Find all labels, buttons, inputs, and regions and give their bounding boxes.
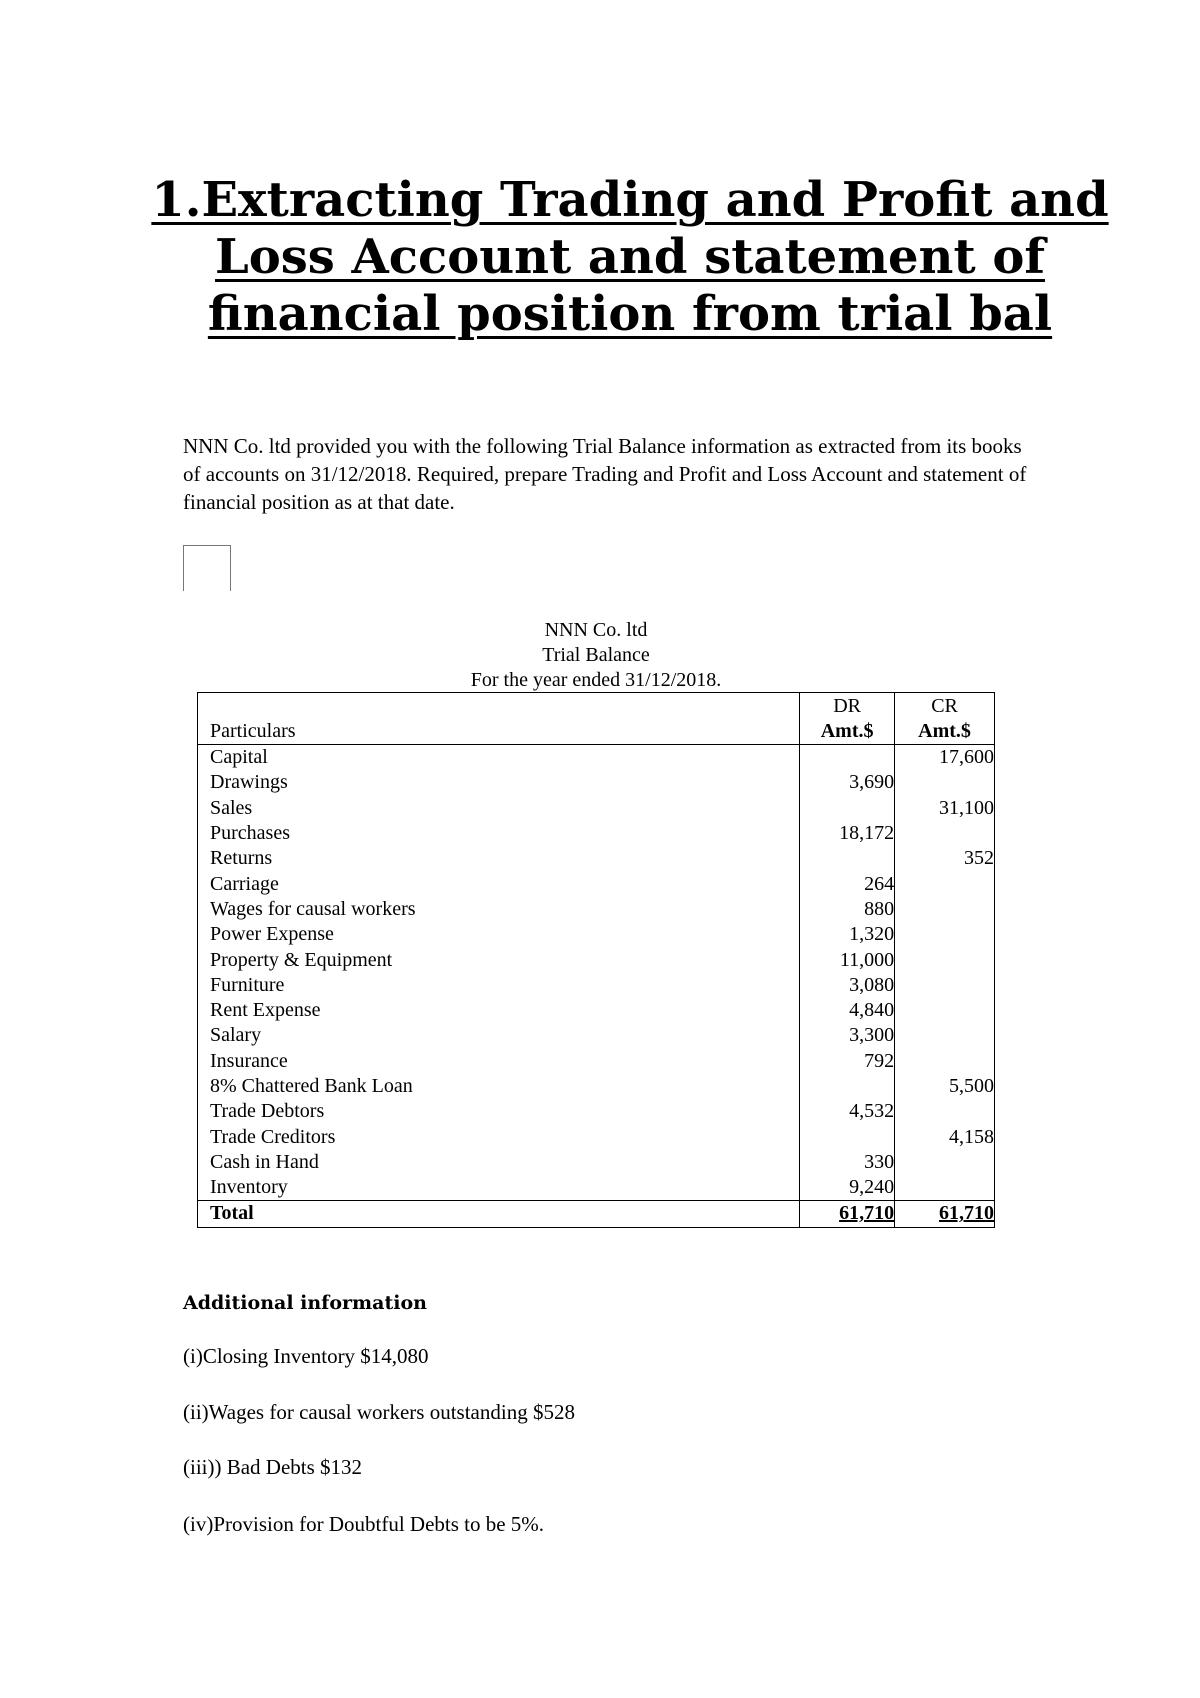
table-body — [198, 745, 995, 1228]
table-row — [198, 897, 995, 922]
row-dr-amount: 3,080 — [800, 973, 895, 998]
row-dr-amount: 11,000 — [800, 947, 895, 972]
table-row — [198, 1124, 995, 1149]
company-name: NNN Co. ltd — [544, 619, 648, 641]
row-cr-amount — [895, 922, 995, 947]
row-cr-amount — [895, 1049, 995, 1074]
row-dr-amount: 792 — [800, 1049, 895, 1074]
row-dr-amount — [800, 846, 895, 871]
additional-item: (iii)) Bad Debts $132 — [183, 1455, 363, 1479]
cr-header — [895, 693, 995, 745]
row-cr-amount — [895, 770, 995, 795]
row-dr-amount — [800, 745, 895, 771]
row-dr-amount: 18,172 — [800, 821, 895, 846]
row-particular: Property & Equipment — [198, 947, 800, 972]
table-row — [198, 846, 995, 871]
row-dr-amount: 330 — [800, 1150, 895, 1175]
table-row — [198, 796, 995, 821]
row-cr-amount: 4,158 — [895, 1124, 995, 1149]
table-row — [198, 998, 995, 1023]
page-title: 1.Extracting Trading and Profit and Loss Account and statement of financial position from trial bal — [151, 172, 1109, 342]
row-particular: Trade Creditors — [198, 1124, 800, 1149]
row-cr-amount — [895, 897, 995, 922]
additional-item: (i)Closing Inventory $14,080 — [183, 1344, 429, 1368]
row-dr-amount: 1,320 — [800, 922, 895, 947]
row-particular: Inventory — [198, 1175, 800, 1201]
row-dr-amount: 4,532 — [800, 1099, 895, 1124]
row-cr-amount — [895, 821, 995, 846]
row-particular: Capital — [198, 745, 800, 771]
row-particular: Sales — [198, 796, 800, 821]
row-cr-amount: 31,100 — [895, 796, 995, 821]
dr-header-top: DR — [833, 695, 862, 717]
row-particular: Drawings — [198, 770, 800, 795]
row-dr-amount: 3,300 — [800, 1023, 895, 1048]
row-cr-amount — [895, 871, 995, 896]
image-placeholder — [183, 545, 231, 591]
additional-info-title: Additional information — [183, 1292, 427, 1314]
table-row — [198, 745, 995, 771]
table-row — [198, 1023, 995, 1048]
row-cr-amount — [895, 947, 995, 972]
table-row — [198, 922, 995, 947]
table-row — [198, 770, 995, 795]
total-cr-amount: 61,710 — [939, 1202, 994, 1225]
intro-paragraph: NNN Co. ltd provided you with the following Trial Balance information as extracted from its books of accounts on 31/12/2018. Required, prepare Trading and Profit and Loss Account and statement of financial position as at that date. — [183, 434, 1027, 514]
cr-header-top: CR — [931, 695, 958, 717]
total-row — [198, 1201, 995, 1227]
row-particular: Power Expense — [198, 922, 800, 947]
particulars-header: Particulars — [198, 693, 800, 745]
total-dr-cell — [800, 1201, 895, 1227]
additional-item: (ii)Wages for causal workers outstanding $528 — [183, 1400, 575, 1424]
table-row — [198, 1049, 995, 1074]
table-row — [198, 1099, 995, 1124]
row-cr-amount — [895, 1175, 995, 1201]
row-particular: Returns — [198, 846, 800, 871]
table-row — [198, 821, 995, 846]
trial-balance-heading — [197, 618, 995, 693]
row-particular: Cash in Hand — [198, 1150, 800, 1175]
row-dr-amount: 3,690 — [800, 770, 895, 795]
row-particular: Carriage — [198, 871, 800, 896]
table-row — [198, 1175, 995, 1201]
statement-period: For the year ended 31/12/2018. — [470, 669, 722, 691]
row-particular: Rent Expense — [198, 998, 800, 1023]
row-particular: Trade Debtors — [198, 1099, 800, 1124]
dr-header — [800, 693, 895, 745]
row-cr-amount: 5,500 — [895, 1074, 995, 1099]
row-particular: Purchases — [198, 821, 800, 846]
row-dr-amount: 264 — [800, 871, 895, 896]
row-particular: Wages for causal workers — [198, 897, 800, 922]
row-cr-amount — [895, 1023, 995, 1048]
row-particular: 8% Chattered Bank Loan — [198, 1074, 800, 1099]
row-particular: Insurance — [198, 1049, 800, 1074]
row-dr-amount: 880 — [800, 897, 895, 922]
statement-name: Trial Balance — [542, 644, 650, 666]
row-cr-amount — [895, 973, 995, 998]
cr-header-bottom: Amt.$ — [918, 720, 971, 742]
dr-header-bottom: Amt.$ — [820, 720, 874, 742]
row-cr-amount — [895, 1150, 995, 1175]
table-row — [198, 1150, 995, 1175]
row-cr-amount: 17,600 — [895, 745, 995, 771]
total-label: Total — [198, 1201, 800, 1227]
total-dr-amount: 61,710 — [839, 1202, 895, 1225]
trial-balance-table — [197, 692, 995, 1228]
row-particular: Furniture — [198, 973, 800, 998]
row-cr-amount: 352 — [895, 846, 995, 871]
row-dr-amount: 9,240 — [800, 1175, 895, 1201]
table-row — [198, 973, 995, 998]
row-dr-amount — [800, 796, 895, 821]
row-particular: Salary — [198, 1023, 800, 1048]
row-cr-amount — [895, 1099, 995, 1124]
table-row — [198, 947, 995, 972]
row-cr-amount — [895, 998, 995, 1023]
table-row — [198, 1074, 995, 1099]
row-dr-amount: 4,840 — [800, 998, 895, 1023]
table-row — [198, 871, 995, 896]
additional-item: (iv)Provision for Doubtful Debts to be 5%. — [183, 1512, 545, 1536]
table-header-row — [198, 693, 995, 745]
row-dr-amount — [800, 1124, 895, 1149]
total-cr-cell — [895, 1201, 995, 1227]
row-dr-amount — [800, 1074, 895, 1099]
